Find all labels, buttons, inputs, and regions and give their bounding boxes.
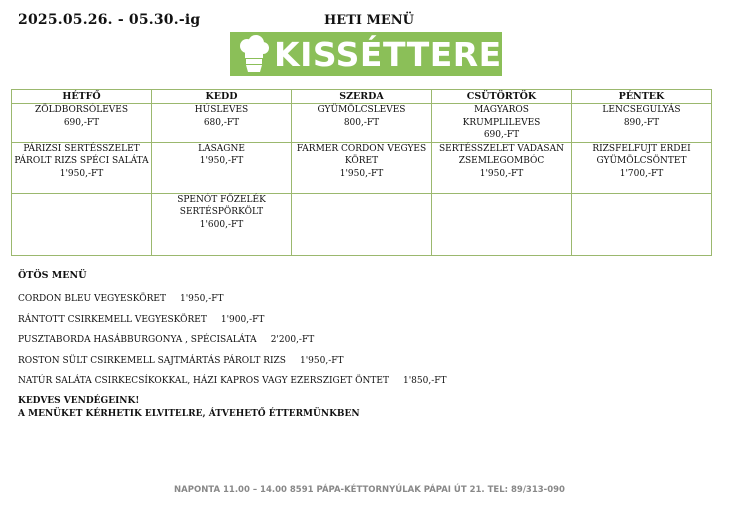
menu-cell xyxy=(292,193,432,255)
list-item xyxy=(18,314,447,335)
dish-price: 800,-FT xyxy=(343,117,380,128)
date-range: 2025.05.26. - 05.30.-ig xyxy=(18,12,201,28)
day-header: SZERDA xyxy=(292,90,432,104)
list-item xyxy=(18,355,447,376)
day-header: CSÜTÖRTÖK xyxy=(432,90,572,104)
dish-price: 1'950,-FT xyxy=(339,168,384,179)
dish-price: 1'950,-FT xyxy=(299,355,344,366)
list-item xyxy=(18,293,447,314)
dish-price: 1'950,-FT xyxy=(179,294,224,304)
day-header-row xyxy=(12,90,712,104)
dish-price: 1'600,-FT xyxy=(199,219,244,230)
menu-cell xyxy=(12,193,152,255)
menu-cell xyxy=(152,142,292,193)
dish-price: 1'950,-FT xyxy=(199,156,244,166)
menu-row xyxy=(12,193,712,255)
otos-menu-title: ÖTÖS MENÜ xyxy=(18,270,87,281)
menu-row xyxy=(12,104,712,143)
dish-price: 690,-FT xyxy=(483,130,520,140)
chef-hat-icon xyxy=(236,35,270,73)
dish-name: FARMER CORDON VEGYES KÖRET xyxy=(296,143,427,166)
dish-price: 1'700,-FT xyxy=(619,168,664,179)
dish-name: HÚSLEVES xyxy=(194,105,249,115)
dish-name: LENCSEGULYÁS xyxy=(602,105,681,115)
dish-name: LASAGNE xyxy=(198,143,245,154)
dish-price: 1'950,-FT xyxy=(479,168,524,179)
notice-greeting: KEDVES VENDÉGEINK! xyxy=(18,396,140,406)
menu-cell xyxy=(152,193,292,255)
dish-name: ROSTON SÜLT CSIRKEMELL SAJTMÁRTÁS PÁROLT RIZS xyxy=(18,355,286,366)
menu-cell xyxy=(12,142,152,193)
page-title: HETI MENÜ xyxy=(324,13,414,28)
menu-cell xyxy=(572,142,712,193)
dish-price: 1'850,-FT xyxy=(402,376,447,386)
dish-name: ZÖLDBORSÓLEVES xyxy=(34,105,129,115)
otos-menu-list xyxy=(18,293,447,396)
menu-cell xyxy=(152,104,292,143)
menu-cell xyxy=(432,142,572,193)
dish-price: 1'950,-FT xyxy=(59,168,104,179)
menu-cell xyxy=(572,104,712,143)
dish-name: NATÚR SALÁTA CSIRKECSÍKOKKAL, HÁZI KAPROS VAGY EZERSZIGET ÖNTET xyxy=(18,376,389,386)
day-header: HÉTFŐ xyxy=(12,90,152,104)
list-item xyxy=(18,334,447,355)
menu-cell xyxy=(432,193,572,255)
dish-name: RIZSFELFUJT ERDEI GYÜMÖLCSÖNTET xyxy=(592,143,691,166)
dish-name: SPENÓT FŐZELÉK SERTÉSPÖRKÖLT xyxy=(177,194,266,217)
day-header: PÉNTEK xyxy=(572,90,712,104)
notice-takeaway: A MENÜKET KÉRHETIK ELVITELRE, ÁTVEHETŐ ÉTTERMÜNKBEN xyxy=(18,409,360,419)
menu-cell xyxy=(432,104,572,143)
menu-row xyxy=(12,142,712,193)
logo-text: KISSÉTTEREM xyxy=(274,34,536,74)
menu-cell xyxy=(12,104,152,143)
dish-name: GYÜMÖLCSLEVES xyxy=(317,105,406,115)
footer-contact: NAPONTA 11.00 – 14.00 8591 PÁPA-KÉTTORNYÚLAK PÁPAI ÚT 21. TEL: 89/313-090 xyxy=(174,485,565,495)
dish-name: RÁNTOTT CSIRKEMELL VEGYESKÖRET xyxy=(18,314,207,325)
dish-price: 690,-FT xyxy=(63,117,100,128)
dish-name: CORDON BLEU VEGYESKÖRET xyxy=(18,294,166,304)
dish-price: 890,-FT xyxy=(623,117,660,128)
day-header: KEDD xyxy=(152,90,292,104)
dish-price: 680,-FT xyxy=(203,117,240,128)
menu-cell xyxy=(292,142,432,193)
weekly-menu-table xyxy=(11,89,712,256)
dish-price: 1'900,-FT xyxy=(220,314,265,325)
list-item xyxy=(18,375,447,396)
dish-name: PUSZTABORDA HASÁBBURGONYA , SPÉCISALÁTA xyxy=(18,335,257,345)
menu-cell xyxy=(572,193,712,255)
restaurant-logo xyxy=(230,32,536,76)
guest-notice xyxy=(18,395,360,421)
dish-name: MAGYAROS KRUMPLILEVES xyxy=(462,105,541,128)
dish-price: 2'200,-FT xyxy=(270,335,315,345)
dish-name: PÁRIZSI SERTÉSSZELET PÁROLT RIZS SPÉCI SALÁTA xyxy=(14,143,149,166)
menu-cell xyxy=(292,104,432,143)
dish-name: SERTÉSSZELET VADASAN ZSEMLEGOMBÓC xyxy=(439,143,564,166)
